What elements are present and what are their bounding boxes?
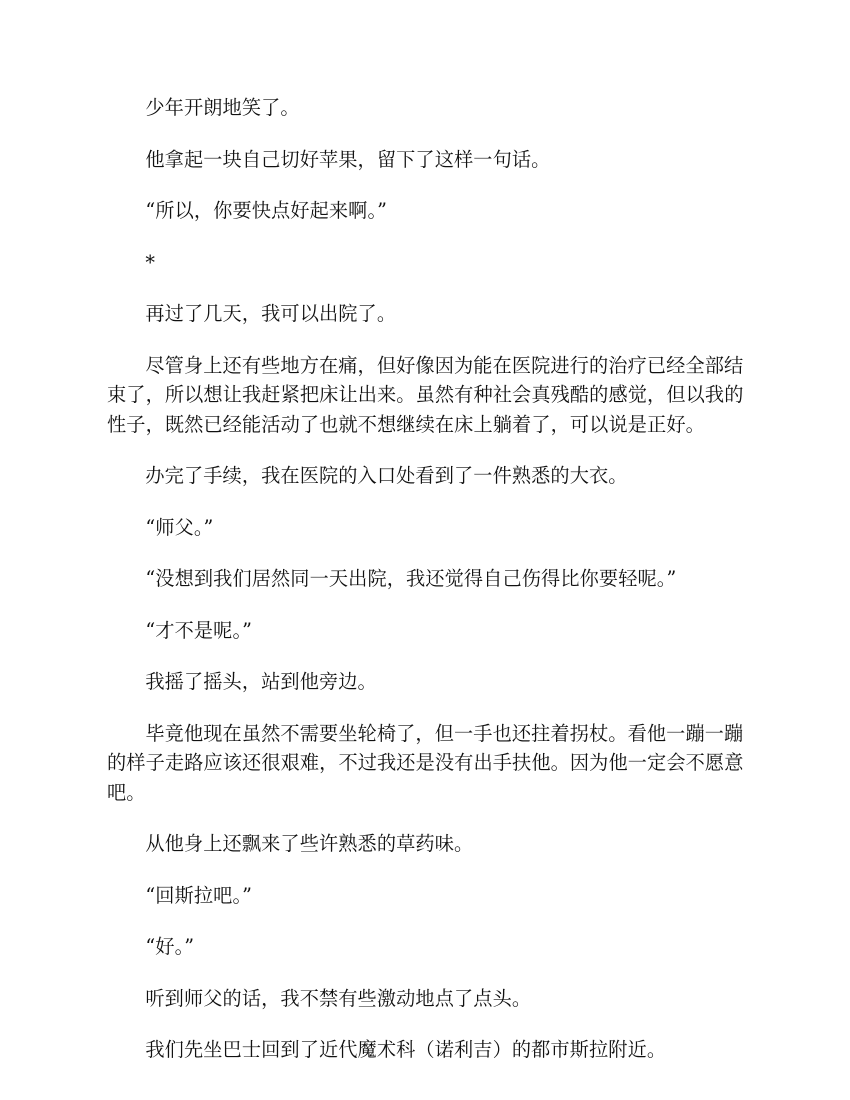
paragraph: 再过了几天，我可以出院了。: [145, 302, 397, 325]
paragraph: 毕竟他现在虽然不需要坐轮椅了，但一手也还拄着拐杖。看他一蹦一蹦的样子走路应该还很艰难，不过我还是没有出手扶他。因为他一定会不愿意吧。: [107, 721, 744, 804]
document-body: [107, 93, 747, 1087]
paragraph: “师父。”: [145, 515, 214, 539]
paragraph: 听到师父的话，我不禁有些激动地点了点头。: [145, 986, 532, 1010]
paragraph: 办完了手续，我在医院的入口处看到了一件熟悉的大衣。: [145, 464, 628, 487]
scene-break: *: [145, 250, 156, 274]
paragraph: “回斯拉吧。”: [145, 883, 253, 907]
paragraph: 我摇了摇头，站到他旁边。: [145, 670, 377, 693]
paragraph: “所以，你要快点好起来啊。”: [145, 199, 388, 222]
paragraph: 尽管身上还有些地方在痛，但好像因为能在医院进行的治疗已经全部结束了，所以想让我赶紧把床让出来。虽然有种社会真残酷的感觉，但以我的性子，既然已经能活动了也就不想继续在床上躺着了，可以说是正好。: [107, 353, 744, 436]
paragraph: 从他身上还飘来了些许熟悉的草药味。: [145, 832, 474, 855]
paragraph: 少年开朗地笑了。: [145, 96, 300, 119]
paragraph: “才不是呢。”: [145, 618, 253, 642]
paragraph: 他拿起一块自己切好苹果，留下了这样一句话。: [145, 147, 551, 171]
paragraph: “好。”: [145, 935, 195, 958]
paragraph: 我们先坐巴士回到了近代魔术科（诺利吉）的都市斯拉附近。: [145, 1038, 667, 1061]
paragraph: “没想到我们居然同一天出院，我还觉得自己伤得比你要轻呢。”: [145, 567, 677, 590]
